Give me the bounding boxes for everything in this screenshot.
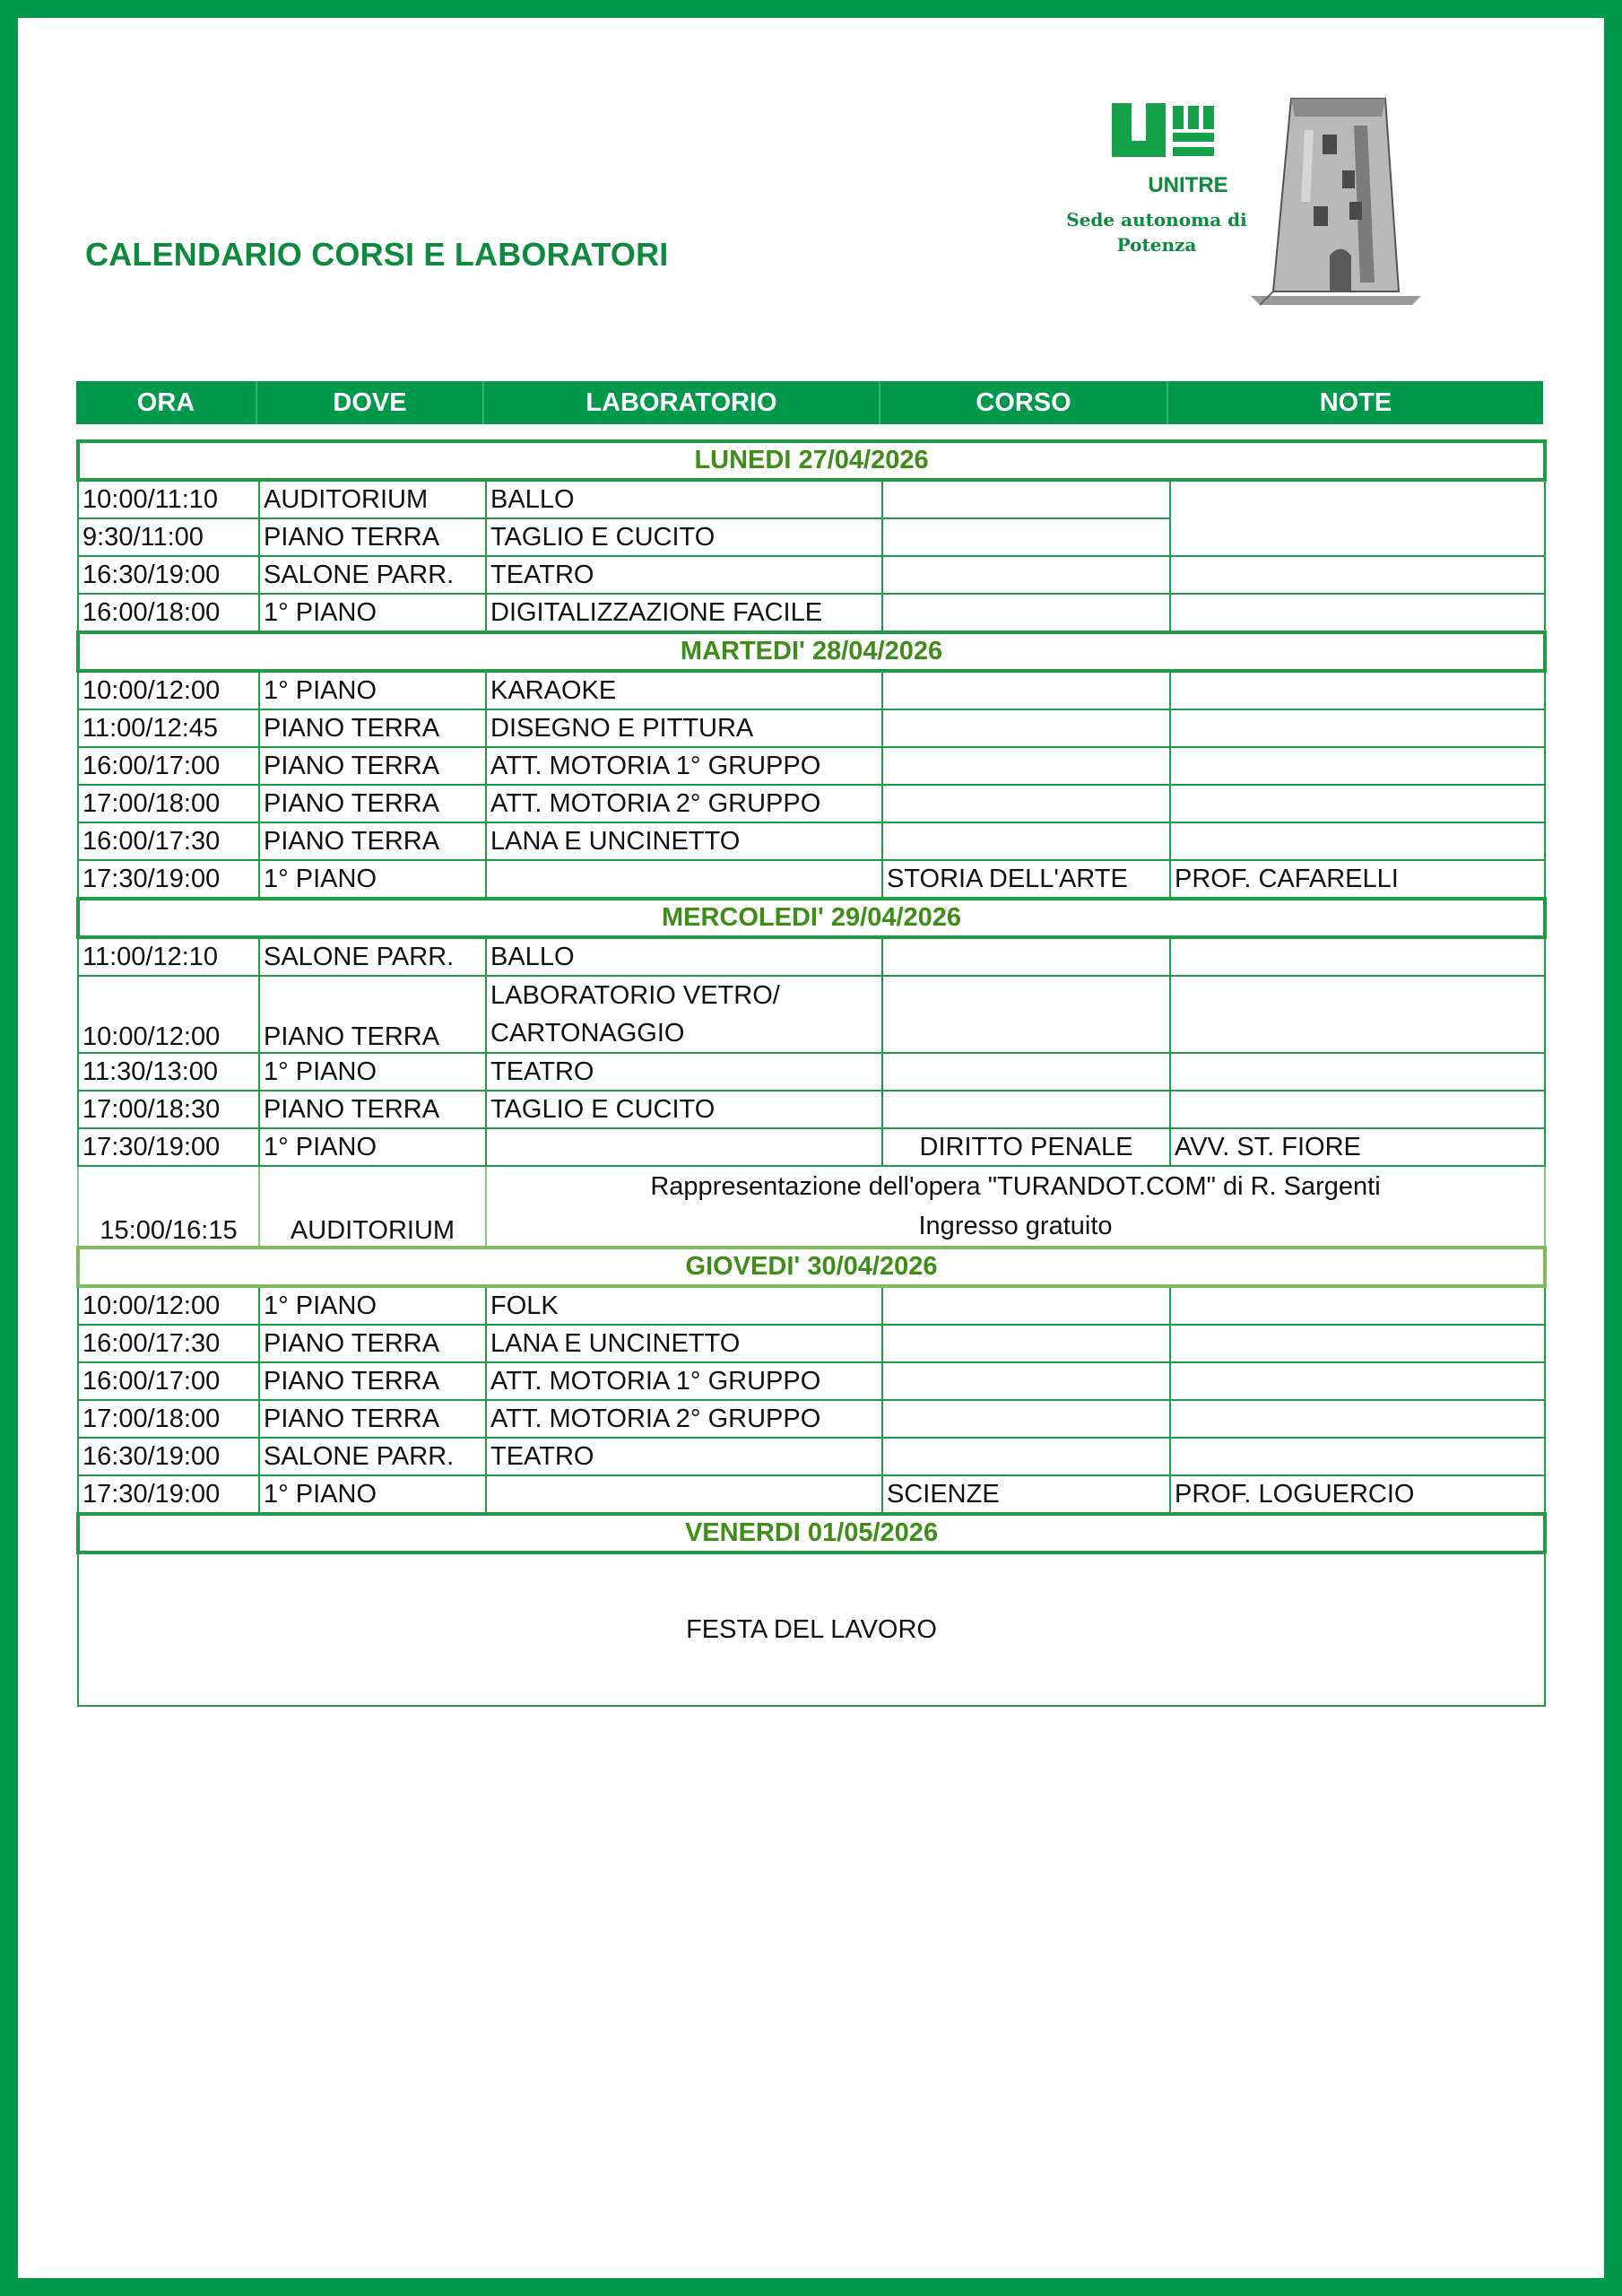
cell-ora: 17:30/19:00 xyxy=(78,1475,259,1514)
table-row xyxy=(78,937,1545,976)
cell-note xyxy=(1170,1438,1545,1475)
cell-note xyxy=(1170,785,1545,822)
cell-ora: 11:30/13:00 xyxy=(78,1053,259,1091)
cell-ora: 17:00/18:00 xyxy=(78,1400,259,1438)
day-header-friday xyxy=(78,1514,1545,1552)
cell-corso xyxy=(882,671,1170,709)
cell-laboratorio: ATT. MOTORIA 2° GRUPPO xyxy=(486,785,882,822)
cell-corso: STORIA DELL'ARTE xyxy=(882,860,1170,899)
cell-ora: 11:00/12:45 xyxy=(78,709,259,747)
logo-subtitle xyxy=(1049,207,1264,257)
logo-graphic xyxy=(1045,76,1475,318)
cell-ora: 17:30/19:00 xyxy=(78,1128,259,1166)
table-row xyxy=(78,1362,1545,1400)
tower-icon xyxy=(1251,99,1421,305)
event-description xyxy=(486,1166,1545,1248)
cell-dove: AUDITORIUM xyxy=(259,1166,486,1248)
day-label: MARTEDI' 28/04/2026 xyxy=(78,632,1545,671)
cell-corso: SCIENZE xyxy=(882,1475,1170,1514)
cell-dove: PIANO TERRA xyxy=(259,976,486,1053)
cell-corso xyxy=(882,1362,1170,1400)
day-header-thursday xyxy=(78,1248,1545,1286)
table-row xyxy=(78,785,1545,822)
cell-laboratorio: BALLO xyxy=(486,480,882,518)
day-label: LUNEDI 27/04/2026 xyxy=(78,441,1545,480)
cell-laboratorio: LANA E UNCINETTO xyxy=(486,822,882,860)
cell-ora: 16:30/19:00 xyxy=(78,556,259,594)
table-row xyxy=(78,1475,1545,1514)
column-header-laboratorio: LABORATORIO xyxy=(484,381,880,424)
cell-corso xyxy=(882,976,1170,1053)
day-label: GIOVEDI' 30/04/2026 xyxy=(78,1248,1545,1286)
cell-dove: PIANO TERRA xyxy=(259,747,486,785)
logo-subtitle-line2: Potenza xyxy=(1116,234,1197,256)
cell-dove: PIANO TERRA xyxy=(259,785,486,822)
day-label: MERCOLEDI' 29/04/2026 xyxy=(78,899,1545,937)
cell-note xyxy=(1170,1362,1545,1400)
cell-note xyxy=(1170,1091,1545,1128)
cell-corso xyxy=(882,747,1170,785)
cell-dove: PIANO TERRA xyxy=(259,1400,486,1438)
day-header-wednesday xyxy=(78,899,1545,937)
column-header-row xyxy=(76,381,1543,424)
day-header-monday xyxy=(78,441,1545,480)
cell-dove: SALONE PARR. xyxy=(259,1438,486,1475)
cell-corso xyxy=(882,594,1170,632)
table-row xyxy=(78,594,1545,632)
cell-dove: PIANO TERRA xyxy=(259,1362,486,1400)
cell-note xyxy=(1170,976,1545,1053)
cell-corso xyxy=(882,937,1170,976)
cell-dove: SALONE PARR. xyxy=(259,937,486,976)
cell-corso xyxy=(882,785,1170,822)
cell-ora: 17:00/18:00 xyxy=(78,785,259,822)
event-note: Ingresso gratuito xyxy=(918,1212,1113,1240)
table-row xyxy=(78,709,1545,747)
cell-note: PROF. LOGUERCIO xyxy=(1170,1475,1545,1514)
table-row xyxy=(78,1438,1545,1475)
cell-laboratorio: TAGLIO E CUCITO xyxy=(486,518,882,556)
cell-laboratorio xyxy=(486,860,882,899)
cell-corso xyxy=(882,709,1170,747)
cell-ora: 16:00/17:30 xyxy=(78,1325,259,1362)
cell-laboratorio: BALLO xyxy=(486,937,882,976)
cell-dove: PIANO TERRA xyxy=(259,822,486,860)
table-row xyxy=(78,1053,1545,1091)
cell-dove: PIANO TERRA xyxy=(259,709,486,747)
day-header-tuesday xyxy=(78,632,1545,671)
cell-note: PROF. CAFARELLI xyxy=(1170,860,1545,899)
cell-ora: 10:00/12:00 xyxy=(78,1286,259,1325)
logo-name: UNITRE xyxy=(1148,173,1228,197)
cell-ora: 11:00/12:10 xyxy=(78,937,259,976)
table-row xyxy=(78,1286,1545,1325)
schedule-table xyxy=(76,439,1547,1707)
cell-laboratorio: FOLK xyxy=(486,1286,882,1325)
cell-laboratorio: TEATRO xyxy=(486,556,882,594)
cell-note xyxy=(1170,480,1545,556)
cell-note xyxy=(1170,1286,1545,1325)
cell-corso xyxy=(882,1400,1170,1438)
cell-ora: 16:00/17:30 xyxy=(78,822,259,860)
cell-laboratorio xyxy=(486,1128,882,1166)
cell-corso xyxy=(882,1325,1170,1362)
cell-dove: PIANO TERRA xyxy=(259,518,486,556)
cell-laboratorio: TEATRO xyxy=(486,1438,882,1475)
cell-ora: 15:00/16:15 xyxy=(78,1166,259,1248)
table-row xyxy=(78,860,1545,899)
cell-corso xyxy=(882,518,1170,556)
cell-laboratorio: KARAOKE xyxy=(486,671,882,709)
cell-dove: PIANO TERRA xyxy=(259,1091,486,1128)
cell-dove: 1° PIANO xyxy=(259,1128,486,1166)
table-row xyxy=(78,1400,1545,1438)
cell-laboratorio: DISEGNO E PITTURA xyxy=(486,709,882,747)
table-row xyxy=(78,480,1545,518)
cell-note xyxy=(1170,822,1545,860)
cell-laboratorio: TEATRO xyxy=(486,1053,882,1091)
cell-note xyxy=(1170,1400,1545,1438)
cell-ora: 9:30/11:00 xyxy=(78,518,259,556)
column-header-dove: DOVE xyxy=(257,381,484,424)
cell-corso xyxy=(882,1053,1170,1091)
cell-ora: 16:00/18:00 xyxy=(78,594,259,632)
table-row xyxy=(78,822,1545,860)
holiday-row xyxy=(78,1552,1545,1706)
page-title: CALENDARIO CORSI E LABORATORI xyxy=(85,236,669,273)
cell-laboratorio: TAGLIO E CUCITO xyxy=(486,1091,882,1128)
cell-dove: 1° PIANO xyxy=(259,1475,486,1514)
cell-laboratorio: ATT. MOTORIA 1° GRUPPO xyxy=(486,1362,882,1400)
cell-dove: AUDITORIUM xyxy=(259,480,486,518)
cell-corso: DIRITTO PENALE xyxy=(882,1128,1170,1166)
table-row xyxy=(78,1325,1545,1362)
cell-dove: 1° PIANO xyxy=(259,1053,486,1091)
cell-ora: 10:00/12:00 xyxy=(78,671,259,709)
cell-ora: 16:00/17:00 xyxy=(78,1362,259,1400)
event-title: Rappresentazione dell'opera "TURANDOT.COM" di R. Sargenti xyxy=(650,1172,1381,1201)
cell-dove: 1° PIANO xyxy=(259,860,486,899)
cell-laboratorio xyxy=(486,1475,882,1514)
cell-laboratorio: LANA E UNCINETTO xyxy=(486,1325,882,1362)
cell-corso xyxy=(882,1286,1170,1325)
table-row xyxy=(78,671,1545,709)
column-header-corso: CORSO xyxy=(880,381,1168,424)
holiday-label: FESTA DEL LAVORO xyxy=(78,1552,1545,1706)
cell-note xyxy=(1170,937,1545,976)
cell-ora: 16:00/17:00 xyxy=(78,747,259,785)
table-row xyxy=(78,556,1545,594)
table-row xyxy=(78,747,1545,785)
cell-note: AVV. ST. FIORE xyxy=(1170,1128,1545,1166)
cell-dove: 1° PIANO xyxy=(259,594,486,632)
column-header-ora: ORA xyxy=(76,381,257,424)
cell-ora: 17:30/19:00 xyxy=(78,860,259,899)
cell-note xyxy=(1170,747,1545,785)
day-label: VENERDI 01/05/2026 xyxy=(78,1514,1545,1552)
cell-ora: 10:00/11:10 xyxy=(78,480,259,518)
event-row xyxy=(78,1166,1545,1248)
table-row xyxy=(78,1091,1545,1128)
cell-dove: 1° PIANO xyxy=(259,1286,486,1325)
cell-ora: 16:30/19:00 xyxy=(78,1438,259,1475)
cell-laboratorio: LABORATORIO VETRO/ CARTONAGGIO xyxy=(486,976,882,1053)
cell-corso xyxy=(882,1091,1170,1128)
unitre-logo xyxy=(1045,76,1475,318)
cell-ora: 17:00/18:30 xyxy=(78,1091,259,1128)
cell-laboratorio: ATT. MOTORIA 1° GRUPPO xyxy=(486,747,882,785)
cell-ora: 10:00/12:00 xyxy=(78,976,259,1053)
cell-note xyxy=(1170,671,1545,709)
cell-corso xyxy=(882,556,1170,594)
cell-note xyxy=(1170,1053,1545,1091)
cell-laboratorio: ATT. MOTORIA 2° GRUPPO xyxy=(486,1400,882,1438)
cell-note xyxy=(1170,1325,1545,1362)
cell-note xyxy=(1170,709,1545,747)
cell-dove: PIANO TERRA xyxy=(259,1325,486,1362)
cell-corso xyxy=(882,1438,1170,1475)
cell-note xyxy=(1170,594,1545,632)
column-header-note: NOTE xyxy=(1319,387,1392,417)
logo-subtitle-line1: Sede autonoma di xyxy=(1066,209,1247,230)
cell-dove: 1° PIANO xyxy=(259,671,486,709)
table-row xyxy=(78,976,1545,1053)
table-row xyxy=(78,1128,1545,1166)
cell-dove: SALONE PARR. xyxy=(259,556,486,594)
cell-corso xyxy=(882,822,1170,860)
cell-note xyxy=(1170,556,1545,594)
cell-corso xyxy=(882,480,1170,518)
cell-laboratorio: DIGITALIZZAZIONE FACILE xyxy=(486,594,882,632)
